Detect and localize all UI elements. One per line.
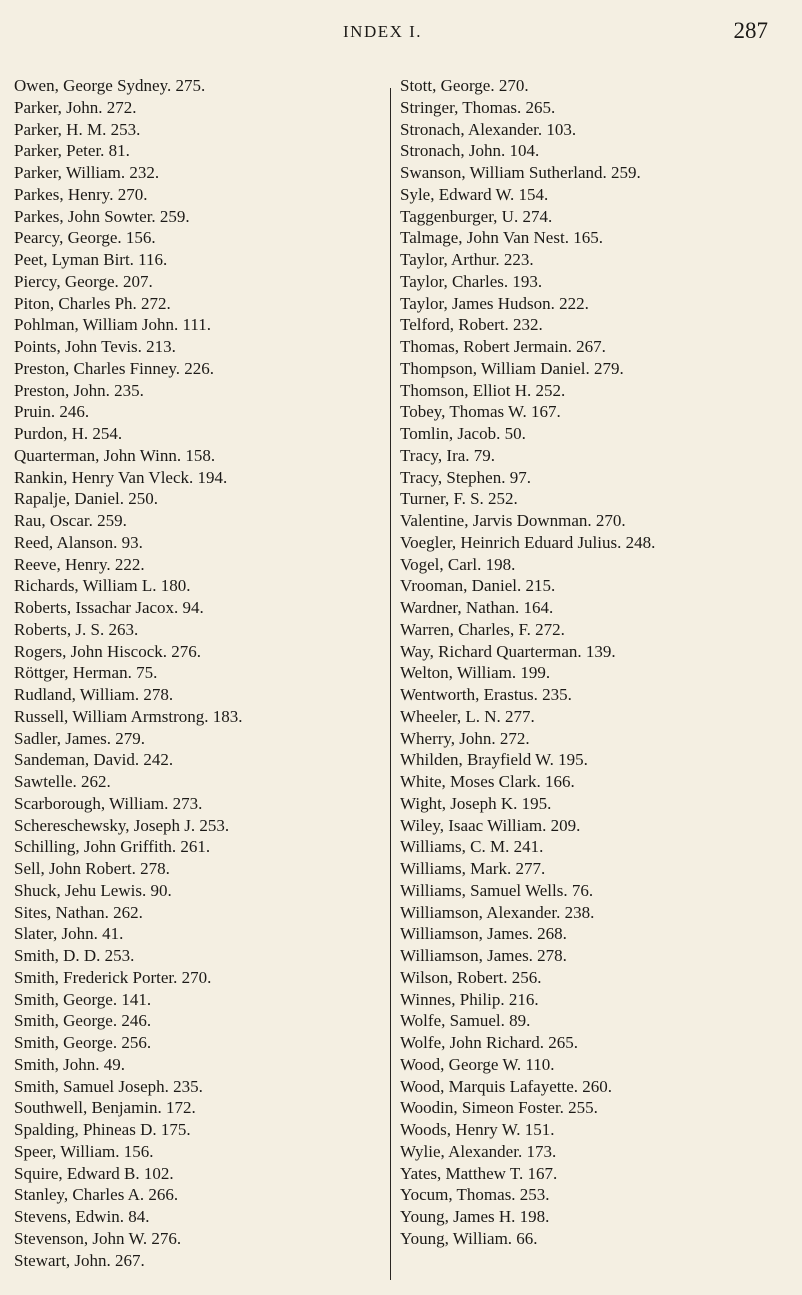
index-entry: Parkes, Henry. 270. xyxy=(14,184,148,204)
index-entry: Preston, John. 235. xyxy=(14,380,144,400)
index-entry: Piton, Charles Ph. 272. xyxy=(14,293,171,313)
index-entry: Welton, William. 199. xyxy=(400,663,551,683)
index-entry: Woods, Henry W. 151. xyxy=(400,1120,555,1139)
index-entry: Wylie, Alexander. 173. xyxy=(400,1141,557,1161)
index-entry: Rankin, Henry Van Vleck. 194. xyxy=(14,467,228,487)
index-entry: Whilden, Brayfield W. 195. xyxy=(400,750,588,770)
index-entry: Telford, Robert. 232. xyxy=(400,315,543,335)
index-entry: Peet, Lyman Birt. 116. xyxy=(14,250,168,269)
index-entry: Syle, Edward W. 154. xyxy=(400,184,549,204)
index-entry: Thompson, William Daniel. 279. xyxy=(400,358,624,378)
index-entry: Talmage, John Van Nest. 165. xyxy=(400,228,603,248)
index-entry: Stanley, Charles A. 266. xyxy=(14,1185,179,1205)
index-entry: Thomas, Robert Jermain. 267. xyxy=(400,337,606,356)
index-entry: Stewart, John. 267. xyxy=(14,1250,145,1270)
index-entry: Taylor, James Hudson. 222. xyxy=(400,293,589,313)
index-entry: Wood, Marquis Lafayette. 260. xyxy=(400,1076,613,1096)
index-entry: Röttger, Herman. 75. xyxy=(14,663,158,683)
index-entry: Smith, Samuel Joseph. 235. xyxy=(14,1076,203,1096)
index-entry: Owen, George Sydney. 275. xyxy=(14,76,206,95)
index-entry: Williamson, James. 278. xyxy=(400,946,567,965)
index-column-right xyxy=(400,75,796,1250)
index-entry: Williams, C. M. 241. xyxy=(400,837,544,857)
index-entry: Thomson, Elliot H. 252. xyxy=(400,380,566,400)
index-entry: Schilling, John Griffith. 261. xyxy=(14,837,211,857)
index-entry: Voegler, Heinrich Eduard Julius. 248. xyxy=(400,532,656,552)
index-entry: Parker, Peter. 81. xyxy=(14,141,130,161)
index-entry: Stevenson, John W. 276. xyxy=(14,1228,182,1248)
index-entry: Wood, George W. 110. xyxy=(400,1054,555,1074)
index-entry: Shuck, Jehu Lewis. 90. xyxy=(14,880,172,900)
index-entry: Williams, Samuel Wells. 76. xyxy=(400,880,594,900)
index-entry: Wheeler, L. N. 277. xyxy=(400,706,535,726)
index-entry: Williams, Mark. 277. xyxy=(400,859,546,878)
index-entry: Scarborough, William. 273. xyxy=(14,793,203,813)
index-entry: Parkes, John Sowter. 259. xyxy=(14,206,190,226)
index-entry: Preston, Charles Finney. 226. xyxy=(14,358,215,378)
index-entry: Smith, D. D. 253. xyxy=(14,946,135,965)
index-entry: Young, James H. 198. xyxy=(400,1207,550,1226)
index-entry: Pearcy, George. 156. xyxy=(14,228,156,248)
column-divider xyxy=(390,88,391,1280)
index-entry: Wardner, Nathan. 164. xyxy=(400,598,554,617)
index-entry: Richards, William L. 180. xyxy=(14,576,191,596)
index-entry: Taylor, Arthur. 223. xyxy=(400,250,534,269)
index-entry: Taylor, Charles. 193. xyxy=(400,271,543,291)
index-entry: Woodin, Simeon Foster. 255. xyxy=(400,1098,598,1118)
index-entry: Slater, John. 41. xyxy=(14,924,124,944)
index-entry: Quarterman, John Winn. 158. xyxy=(14,445,216,465)
index-entry: Tomlin, Jacob. 50. xyxy=(400,424,526,443)
index-entry: Winnes, Philip. 216. xyxy=(400,989,539,1009)
page-number: 287 xyxy=(733,18,768,43)
index-entry: Russell, William Armstrong. 183. xyxy=(14,706,243,726)
index-entry: Squire, Edward B. 102. xyxy=(14,1163,174,1183)
index-entry: Williamson, James. 268. xyxy=(400,924,567,944)
index-entry: Wilson, Robert. 256. xyxy=(400,967,542,987)
index-entry: Sadler, James. 279. xyxy=(14,728,146,748)
index-entry: Tobey, Thomas W. 167. xyxy=(400,402,561,422)
index-entry: Smith, George. 256. xyxy=(14,1033,152,1052)
index-entry: Smith, John. 49. xyxy=(14,1054,125,1074)
index-entry: Roberts, J. S. 263. xyxy=(14,619,139,639)
index-column-left xyxy=(14,75,386,1271)
index-entry: Schereschewsky, Joseph J. 253. xyxy=(14,815,230,835)
index-entry: Points, John Tevis. 213. xyxy=(14,337,176,356)
index-entry: Spalding, Phineas D. 175. xyxy=(14,1120,191,1139)
index-entry: Reeve, Henry. 222. xyxy=(14,554,145,574)
index-entry: Stringer, Thomas. 265. xyxy=(400,97,556,117)
index-entry: Tracy, Stephen. 97. xyxy=(400,467,531,487)
index-entry: Young, William. 66. xyxy=(400,1228,538,1248)
index-title: INDEX I. xyxy=(343,22,423,41)
index-entry: Southwell, Benjamin. 172. xyxy=(14,1098,196,1118)
index-entry: Tracy, Ira. 79. xyxy=(400,445,496,465)
index-entry: Piercy, George. 207. xyxy=(14,271,153,291)
index-entry: Swanson, William Sutherland. 259. xyxy=(400,163,641,182)
index-entry: Warren, Charles, F. 272. xyxy=(400,619,565,639)
index-entry: Parker, John. 272. xyxy=(14,97,137,117)
index-entry: Stevens, Edwin. 84. xyxy=(14,1207,150,1226)
index-entry: Stronach, John. 104. xyxy=(400,141,540,161)
index-entry: Yocum, Thomas. 253. xyxy=(400,1185,550,1205)
index-entry: Pohlman, William John. 111. xyxy=(14,315,212,335)
index-entry: Rau, Oscar. 259. xyxy=(14,511,127,530)
index-entry: Roberts, Issachar Jacox. 94. xyxy=(14,598,204,617)
index-entry: Stott, George. 270. xyxy=(400,76,529,95)
index-entry: Smith, George. 246. xyxy=(14,1011,152,1031)
index-entry: Turner, F. S. 252. xyxy=(400,489,518,509)
index-entry: Pruin. 246. xyxy=(14,402,90,422)
index-entry: Smith, Frederick Porter. 270. xyxy=(14,967,212,987)
index-entry: Sell, John Robert. 278. xyxy=(14,859,170,878)
index-entry: Purdon, H. 254. xyxy=(14,424,123,443)
index-entry: Wiley, Isaac William. 209. xyxy=(400,815,581,835)
index-entry: Vrooman, Daniel. 215. xyxy=(400,576,556,596)
index-entry: Rogers, John Hiscock. 276. xyxy=(14,641,201,661)
running-head xyxy=(0,18,802,48)
index-entry: Vogel, Carl. 198. xyxy=(400,554,516,574)
index-entry: Parker, William. 232. xyxy=(14,163,160,182)
index-entry: Rapalje, Daniel. 250. xyxy=(14,489,158,509)
index-entry: Reed, Alanson. 93. xyxy=(14,532,143,552)
index-entry: Sandeman, David. 242. xyxy=(14,750,174,770)
index-entry: Wentworth, Erastus. 235. xyxy=(400,685,572,704)
index-entry: Rudland, William. 278. xyxy=(14,685,174,704)
index-entry: Wolfe, Samuel. 89. xyxy=(400,1011,531,1031)
index-entry: Williamson, Alexander. 238. xyxy=(400,902,595,922)
index-entry: White, Moses Clark. 166. xyxy=(400,772,575,791)
index-entry: Way, Richard Quarterman. 139. xyxy=(400,641,616,661)
index-entry: Valentine, Jarvis Downman. 270. xyxy=(400,511,626,530)
index-entry: Sites, Nathan. 262. xyxy=(14,902,143,922)
index-entry: Wolfe, John Richard. 265. xyxy=(400,1033,579,1052)
index-entry: Smith, George. 141. xyxy=(14,989,152,1009)
index-entry: Parker, H. M. 253. xyxy=(14,119,141,139)
index-entry: Wherry, John. 272. xyxy=(400,728,530,748)
index-entry: Yates, Matthew T. 167. xyxy=(400,1163,558,1183)
index-entry: Wight, Joseph K. 195. xyxy=(400,793,552,813)
index-entry: Speer, William. 156. xyxy=(14,1141,154,1161)
index-entry: Stronach, Alexander. 103. xyxy=(400,119,577,139)
index-entry: Sawtelle. 262. xyxy=(14,772,111,791)
index-entry: Taggenburger, U. 274. xyxy=(400,206,553,226)
